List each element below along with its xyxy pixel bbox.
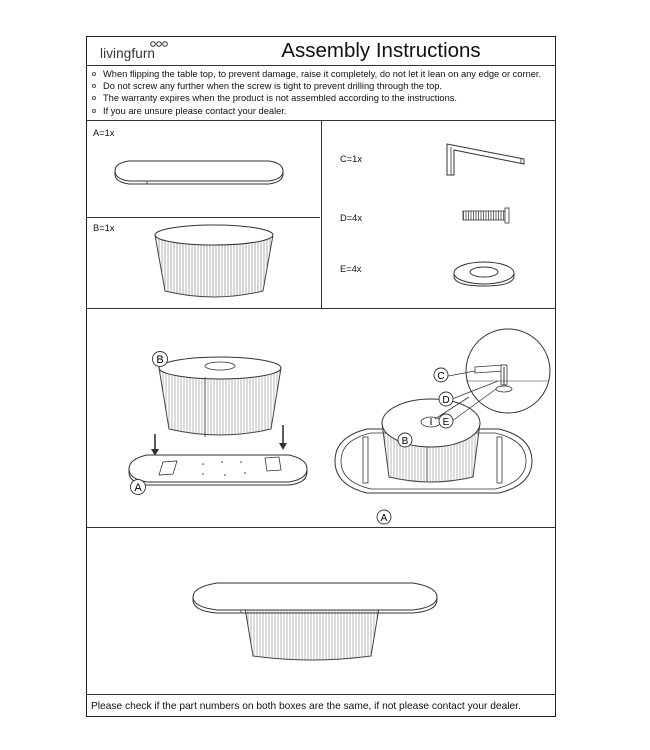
- bullet-icon: [92, 84, 96, 88]
- divider: [87, 65, 555, 66]
- note-item: Do not screw any further when the screw is tight to prevent drilling through the top.: [90, 80, 541, 92]
- note-item: When flipping the table top, to prevent damage, raise it completely, do not let it lean on any edge or corner.: [90, 68, 541, 80]
- part-a-label: A=1x: [93, 128, 115, 138]
- part-e-washer-illustration: [450, 257, 520, 289]
- safety-notes: [90, 68, 541, 117]
- part-a-tabletop-illustration: [107, 145, 287, 195]
- footer-note: Please check if the part numbers on both boxes are the same, if not please contact your dealer.: [91, 701, 521, 712]
- brand-name: livingfurn: [100, 46, 156, 61]
- part-c-label: C=1x: [340, 154, 362, 164]
- part-b-label: B=1x: [93, 223, 115, 233]
- step-1-label-a: A: [134, 482, 142, 494]
- divider: [87, 308, 555, 309]
- bullet-icon: [92, 96, 96, 100]
- part-b-base-illustration: [149, 217, 279, 302]
- bullet-icon: [92, 109, 96, 113]
- step-2-label-d: D: [442, 395, 450, 406]
- step-2-illustration: [327, 319, 542, 524]
- step-2-label-a: A: [380, 513, 388, 524]
- step-2-label-e: E: [442, 417, 450, 428]
- part-e-label: E=4x: [340, 264, 362, 274]
- step-2-label-b: B: [401, 436, 409, 447]
- step-2-label-c: C: [437, 371, 445, 382]
- note-item: If you are unsure please contact your dealer.: [90, 105, 541, 117]
- instruction-sheet: [86, 36, 556, 717]
- page-title: Assembly Instructions: [281, 39, 481, 62]
- divider: [87, 527, 555, 528]
- step-1-label-b: B: [156, 354, 164, 366]
- part-d-label: D=4x: [340, 213, 362, 223]
- step-1-illustration: [117, 337, 317, 497]
- part-c-bracket-illustration: [442, 139, 532, 179]
- bullet-icon: [92, 72, 96, 76]
- part-d-screw-illustration: [460, 207, 520, 223]
- finished-table-illustration: [187, 572, 447, 667]
- divider: [87, 694, 555, 695]
- note-item: The warranty expires when the product is not assembled according to the instructions.: [90, 92, 541, 104]
- divider: [321, 120, 322, 308]
